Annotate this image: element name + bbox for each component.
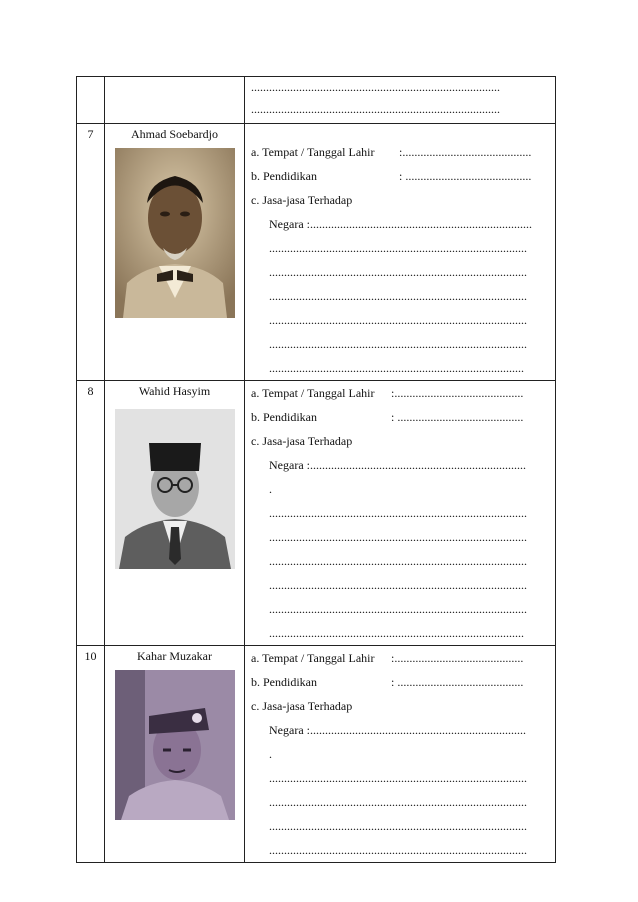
education-field (251, 405, 549, 429)
table-row (77, 381, 556, 646)
education-fill: : .......................................... (399, 169, 532, 183)
education-label: b. Pendidikan (251, 675, 317, 689)
services-label: c. Jasa-jasa Terhadap (251, 699, 353, 713)
birth-field (251, 381, 549, 405)
portrait-photo-ahmad-soebardjo (115, 148, 235, 318)
education-label: b. Pendidikan (251, 410, 317, 424)
country-field: Negara :........................................................................ (269, 458, 526, 472)
country-field: Negara :.......................................................................... (269, 217, 532, 231)
services-label: c. Jasa-jasa Terhadap (251, 193, 353, 207)
portrait-photo-wahid-hasyim (115, 409, 235, 569)
name-cell (105, 77, 245, 124)
fill-line: ...................................................................................... (269, 313, 527, 327)
hero-worksheet-table (76, 76, 556, 863)
birth-field (251, 140, 549, 164)
services-label: c. Jasa-jasa Terhadap (251, 434, 353, 448)
birth-label: a. Tempat / Tanggal Lahir (251, 651, 375, 665)
name-cell (105, 646, 245, 863)
hero-name: Ahmad Soebardjo (131, 127, 218, 141)
birth-fill: :........................................... (399, 145, 532, 159)
education-fill: : .......................................... (391, 675, 524, 689)
fill-dot: . (269, 747, 272, 761)
table-row (77, 646, 556, 863)
hero-name: Kahar Muzakar (137, 649, 212, 663)
fill-line: ................................................................................... (251, 80, 500, 94)
fill-line: ................................................................................... (251, 102, 500, 116)
fill-line: ...................................................................................... (269, 265, 527, 279)
info-cell (245, 77, 556, 124)
info-cell (245, 124, 556, 381)
fill-line: ...................................................................................... (269, 578, 527, 592)
row-number: 7 (77, 124, 105, 381)
education-field (251, 164, 549, 188)
fill-line: ...................................................................................... (269, 337, 527, 351)
fill-line: ...................................................................................... (269, 795, 527, 809)
table-row (77, 124, 556, 381)
hero-name: Wahid Hasyim (138, 384, 211, 398)
birth-label: a. Tempat / Tanggal Lahir (251, 145, 375, 159)
country-field: Negara :........................................................................ (269, 723, 526, 737)
fill-line: ...................................................................................... (269, 506, 527, 520)
info-cell (245, 381, 556, 646)
fill-line: ...................................................................................... (269, 771, 527, 785)
number-cell (77, 77, 105, 124)
fill-line: ...................................................................................... (269, 819, 527, 833)
name-cell (105, 381, 245, 646)
birth-fill: :........................................... (391, 651, 524, 665)
row-number: 8 (77, 381, 105, 646)
info-cell (245, 646, 556, 863)
portrait-photo-kahar-muzakar (115, 670, 235, 820)
name-cell (105, 124, 245, 381)
education-fill: : .......................................... (391, 410, 524, 424)
table-row (77, 77, 556, 124)
fill-line: ...................................................................................... (269, 602, 527, 616)
fill-line: ..................................................................................... (269, 361, 524, 375)
fill-line: ...................................................................................... (269, 554, 527, 568)
fill-line: ...................................................................................... (269, 289, 527, 303)
fill-line: ...................................................................................... (269, 241, 527, 255)
fill-dot: . (269, 482, 272, 496)
fill-line: ...................................................................................... (269, 530, 527, 544)
row-number: 10 (77, 646, 105, 863)
birth-label: a. Tempat / Tanggal Lahir (251, 386, 375, 400)
birth-fill: :........................................... (391, 386, 524, 400)
education-field (251, 670, 549, 694)
education-label: b. Pendidikan (251, 169, 317, 183)
fill-line: ..................................................................................... (269, 626, 524, 640)
birth-field (251, 646, 549, 670)
fill-line: ...................................................................................... (269, 843, 527, 857)
